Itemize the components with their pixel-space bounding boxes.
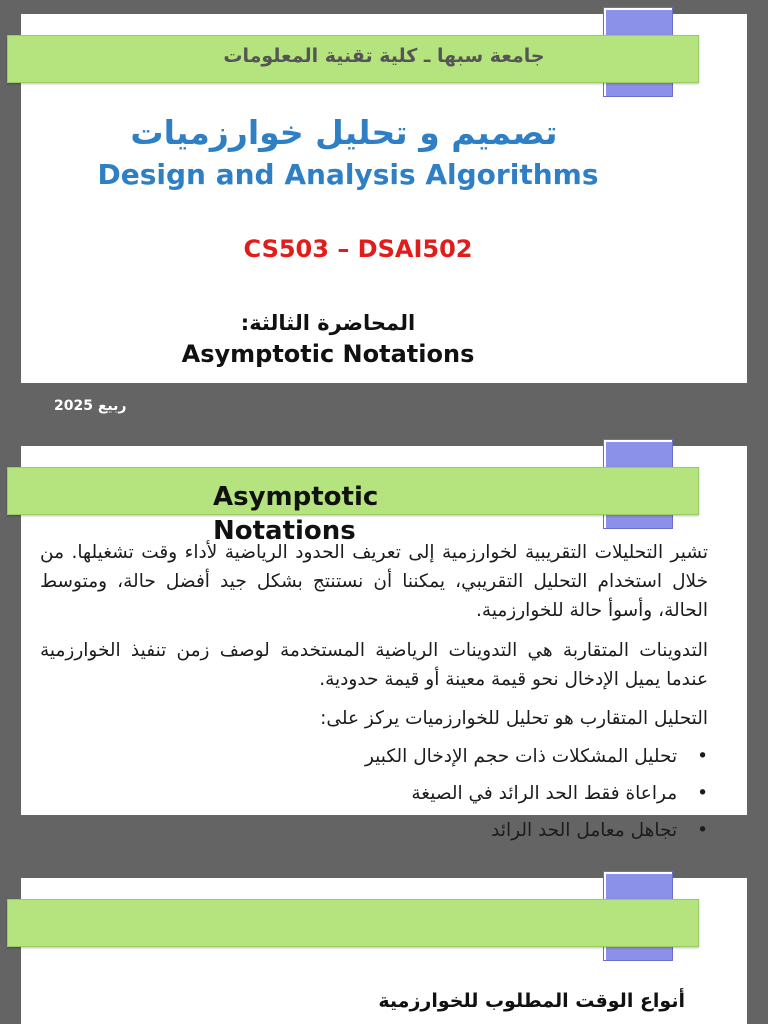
slide-3-banner (7, 899, 699, 947)
lecture-topic: Asymptotic Notations (181, 340, 475, 368)
bullet-item (40, 742, 708, 771)
bullet-dot: • (697, 783, 708, 804)
course-code: CS503 – DSAI502 (243, 235, 473, 263)
course-title-arabic: تصميم و تحليل خوارزميات (130, 113, 558, 152)
bullet-item (40, 816, 708, 845)
bullet-text: تحليل المشكلات ذات حجم الإدخال الكبير (364, 746, 678, 767)
university-label: جامعة سبها ـ كلية تقنية المعلومات (223, 45, 545, 67)
bullet-dot: • (697, 820, 708, 841)
bullet-text: تجاهل معامل الحد الرائد (491, 820, 678, 841)
course-title-english: Design and Analysis Algorithms (97, 158, 599, 191)
slide-title: Asymptotic Notations (213, 482, 379, 546)
semester-date: ربيع 2025 (54, 398, 127, 414)
bullet-text: مراعاة فقط الحد الرائد في الصيغة (411, 783, 678, 804)
lecture-number: المحاضرة الثالثة: (240, 311, 416, 335)
bullet-dot: • (697, 746, 708, 767)
paragraph-3: التحليل المتقارب هو تحليل للخوارزميات يركز على: (320, 708, 708, 729)
bullet-item (40, 779, 708, 808)
slide-3-heading: أنواع الوقت المطلوب للخوارزمية (378, 990, 685, 1012)
paragraph-1: تشير التحليلات التقريبية لخوارزمية إلى تعريف الحدود الرياضية لأداء وقت تشغيلها. من خلال استخدام التحليل التقريبي، يمكننا أن نستنتج بشكل جيد أفضل حالة، ومتوسط الحالة، وأسوأ حالة للخوارزمية. (40, 542, 708, 621)
paragraph-2: التدوينات المتقاربة هي التدوينات الرياضية المستخدمة لوصف زمن تنفيذ الخوارزمية عندما يميل الإدخال نحو قيمة معينة أو قيمة حدودية. (40, 640, 708, 690)
